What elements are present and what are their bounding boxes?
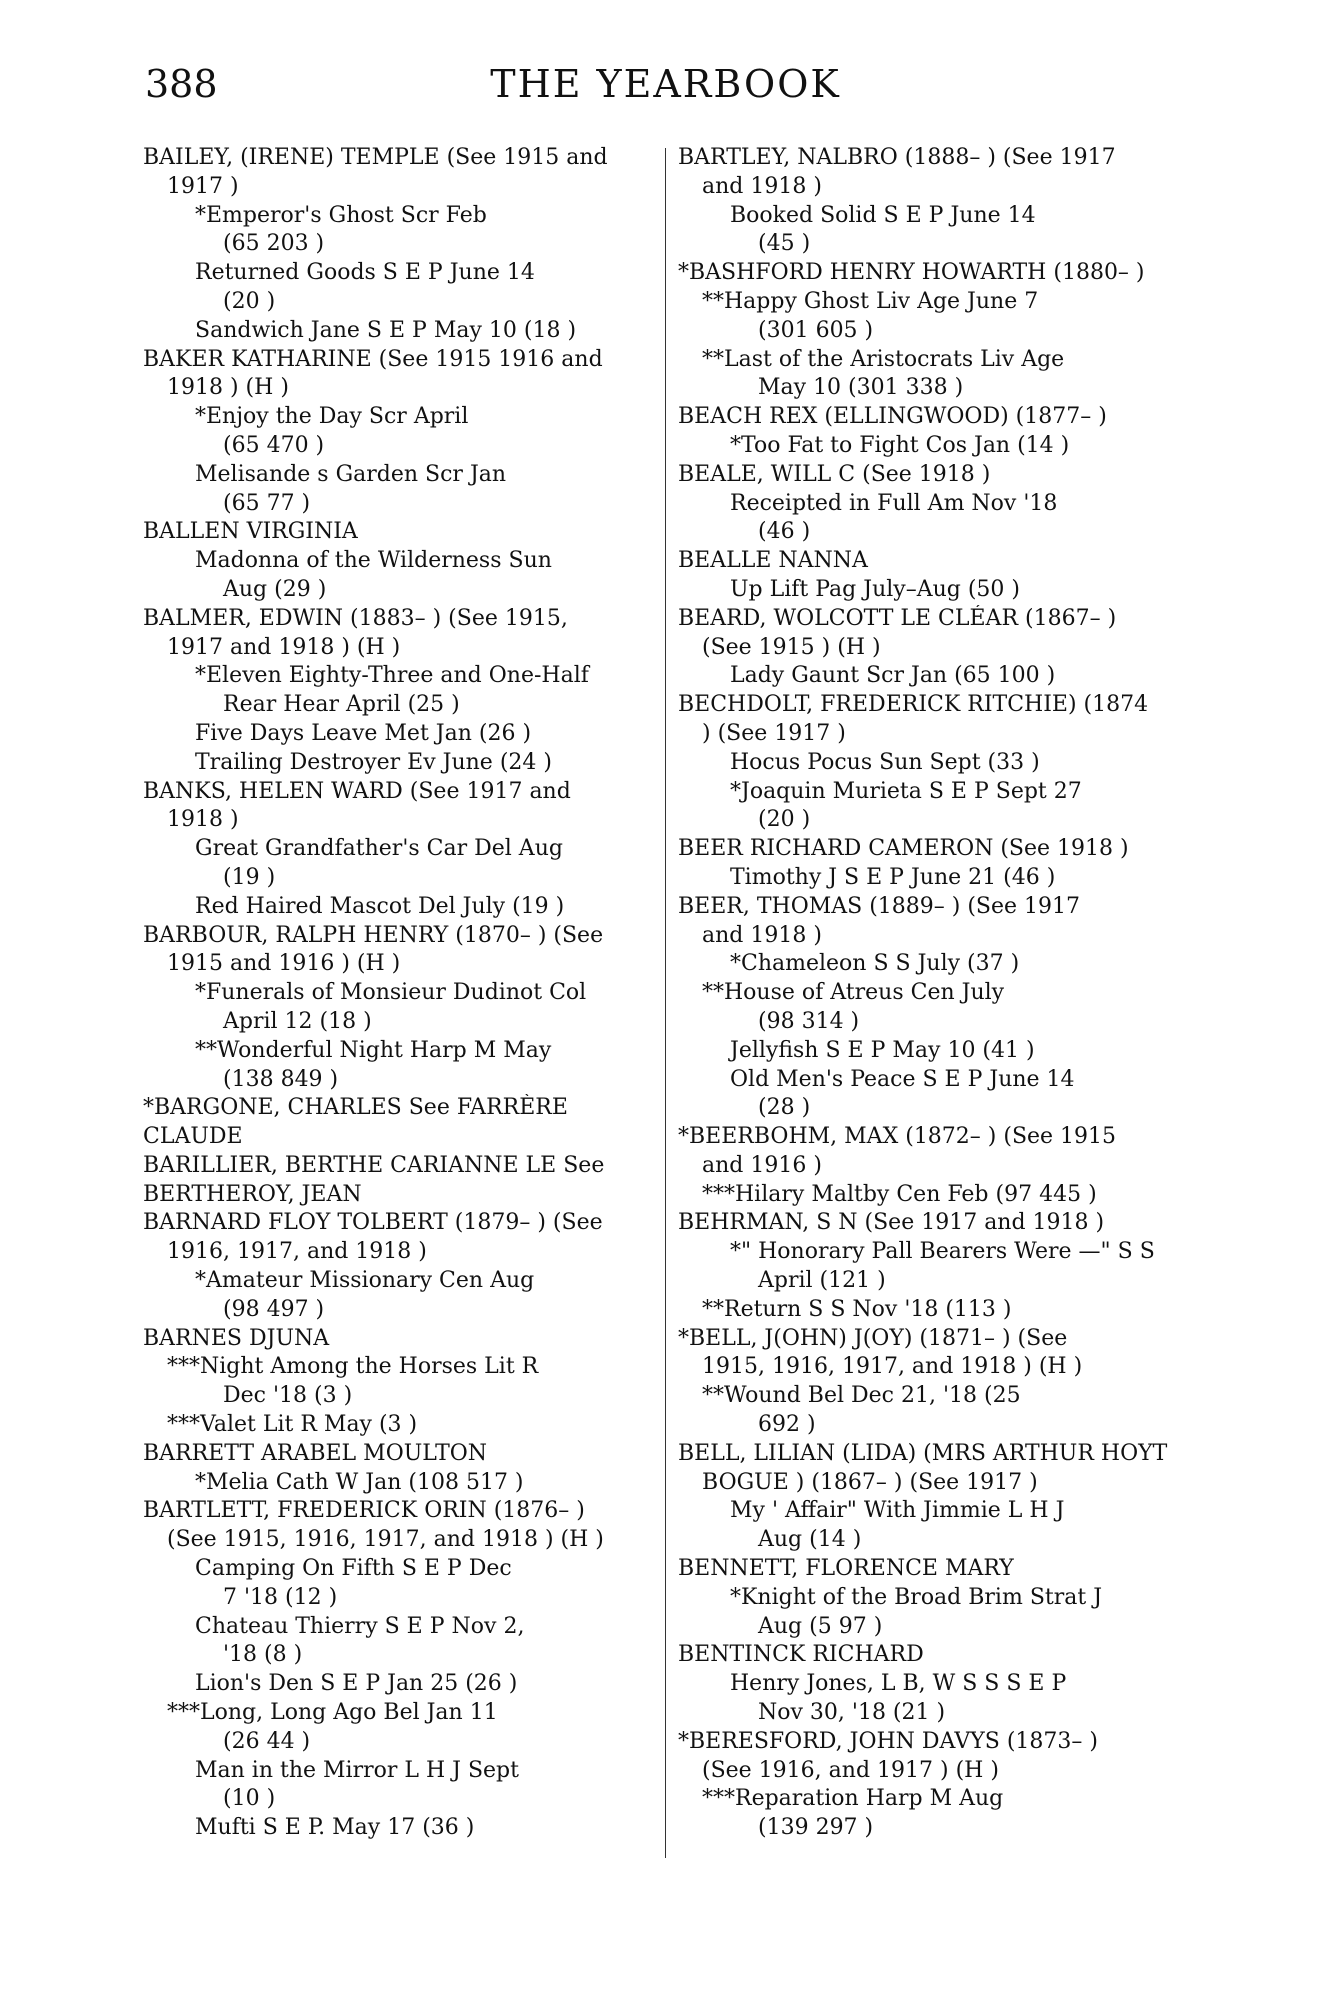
- index-line: BEALLE NANNA: [678, 548, 868, 574]
- index-line: ***Night Among the Horses Lit R: [167, 1354, 539, 1380]
- index-line: BELL, LILIAN (LIDA) (MRS ARTHUR HOYT: [678, 1440, 1168, 1466]
- index-line: Chateau Thierry S E P Nov 2,: [195, 1613, 525, 1639]
- index-line: Up Lift Pag July–Aug (50 ): [730, 576, 1020, 602]
- index-line: **House of Atreus Cen July: [702, 980, 1005, 1006]
- index-line: *Eleven Eighty-Three and One-Half: [195, 663, 589, 689]
- index-line: and 1918 ): [702, 173, 822, 199]
- index-line: **Last of the Aristocrats Liv Age: [702, 346, 1065, 372]
- index-line: *BELL, J(OHN) J(OY) (1871– ) (See: [678, 1325, 1068, 1351]
- index-line: (65 77 ): [223, 490, 311, 516]
- index-line: BARNES DJUNA: [143, 1325, 330, 1351]
- index-line: Receipted in Full Am Nov '18: [730, 490, 1058, 516]
- index-line: *Amateur Missionary Cen Aug: [195, 1268, 535, 1294]
- index-line: *BEERBOHM, MAX (1872– ) (See 1915: [678, 1124, 1117, 1150]
- index-line: Camping On Fifth S E P Dec: [195, 1556, 512, 1582]
- index-line: *Enjoy the Day Scr April: [195, 404, 469, 430]
- index-line: *BARGONE, CHARLES See FARRÈRE: [143, 1095, 568, 1121]
- index-line: Five Days Leave Met Jan (26 ): [195, 720, 532, 746]
- index-line: Nov 30, '18 (21 ): [758, 1700, 946, 1726]
- index-line: (139 297 ): [758, 1815, 874, 1841]
- index-line: *Knight of the Broad Brim Strat J: [730, 1584, 1103, 1610]
- index-line: (98 497 ): [223, 1296, 325, 1322]
- index-line: **Wound Bel Dec 21, '18 (25: [702, 1383, 1021, 1409]
- index-line: BARRETT ARABEL MOULTON: [143, 1440, 488, 1466]
- index-line: ***Valet Lit R May (3 ): [167, 1412, 418, 1438]
- index-line: *Too Fat to Fight Cos Jan (14 ): [730, 432, 1070, 458]
- left-column: [143, 144, 663, 1843]
- index-line: Sandwich Jane S E P May 10 (18 ): [195, 317, 577, 343]
- index-line: April (121 ): [758, 1268, 886, 1294]
- index-line: BOGUE ) (1867– ) (See 1917 ): [702, 1469, 1038, 1495]
- index-line: BEALE, WILL C (See 1918 ): [678, 461, 991, 487]
- index-line: *" Honorary Pall Bearers Were —" S S: [730, 1239, 1155, 1265]
- index-line: 692 ): [758, 1412, 816, 1438]
- index-line: **Return S S Nov '18 (113 ): [702, 1296, 1012, 1322]
- index-line: (28 ): [758, 1095, 811, 1121]
- index-line: BENTINCK RICHARD: [678, 1642, 924, 1668]
- index-line: BARTLEY, NALBRO (1888– ) (See 1917: [678, 145, 1116, 170]
- index-line: BEER, THOMAS (1889– ) (See 1917: [678, 893, 1081, 919]
- index-line: **Happy Ghost Liv Age June 7: [702, 288, 1039, 314]
- index-line: Great Grandfather's Car Del Aug: [195, 836, 563, 862]
- index-line: *Emperor's Ghost Scr Feb: [195, 202, 487, 228]
- page-number: 388: [145, 62, 218, 106]
- index-line: BARBOUR, RALPH HENRY (1870– ) (See: [143, 922, 604, 948]
- index-line: ***Long, Long Ago Bel Jan 11: [167, 1700, 498, 1726]
- index-line: (138 849 ): [223, 1066, 339, 1092]
- index-line: **Wonderful Night Harp M May: [195, 1037, 552, 1063]
- index-line: BECHDOLT, FREDERICK RITCHIE) (1874: [678, 692, 1149, 718]
- index-line: 1915 and 1916 ) (H ): [167, 951, 401, 977]
- index-line: BERTHEROY, JEAN: [143, 1181, 362, 1207]
- index-line: (See 1915, 1916, 1917, and 1918 ) (H ): [167, 1527, 604, 1553]
- index-line: BANKS, HELEN WARD (See 1917 and: [143, 778, 571, 804]
- index-line: (19 ): [223, 864, 276, 890]
- index-line: BENNETT, FLORENCE MARY: [678, 1556, 1014, 1582]
- index-line: and 1918 ): [702, 922, 822, 948]
- index-line: 1918 ): [167, 807, 239, 833]
- index-line: 1916, 1917, and 1918 ): [167, 1239, 427, 1265]
- index-line: *BASHFORD HENRY HOWARTH (1880– ): [678, 260, 1145, 286]
- index-line: 1917 and 1918 ) (H ): [167, 634, 401, 660]
- index-line: (20 ): [223, 288, 276, 314]
- index-line: BAILEY, (IRENE) TEMPLE (See 1915 and: [143, 145, 608, 170]
- index-line: *Joaquin Murieta S E P Sept 27: [730, 778, 1082, 804]
- index-line: Red Haired Mascot Del July (19 ): [195, 893, 565, 919]
- page-title: THE YEARBOOK: [490, 62, 841, 106]
- index-line: (10 ): [223, 1786, 276, 1812]
- index-line: (45 ): [758, 231, 811, 257]
- index-line: BEARD, WOLCOTT LE CLÉAR (1867– ): [678, 605, 1117, 631]
- index-line: BARTLETT, FREDERICK ORIN (1876– ): [143, 1498, 585, 1524]
- right-column: [678, 144, 1198, 1843]
- index-line: BALMER, EDWIN (1883– ) (See 1915,: [143, 605, 568, 631]
- index-line: Dec '18 (3 ): [223, 1383, 353, 1409]
- index-line: Henry Jones, L B, W S S S E P: [730, 1671, 1067, 1697]
- index-line: BARNARD FLOY TOLBERT (1879– ) (See: [143, 1210, 603, 1236]
- index-line: Man in the Mirror L H J Sept: [195, 1757, 519, 1783]
- index-line: BEER RICHARD CAMERON (See 1918 ): [678, 836, 1129, 862]
- index-line: *Funerals of Monsieur Dudinot Col: [195, 980, 587, 1006]
- index-line: Aug (5 97 ): [758, 1613, 883, 1639]
- index-line: Lady Gaunt Scr Jan (65 100 ): [730, 663, 1056, 689]
- index-line: ) (See 1917 ): [702, 720, 846, 746]
- index-line: Returned Goods S E P June 14: [195, 260, 535, 286]
- index-line: Timothy J S E P June 21 (46 ): [730, 864, 1056, 890]
- index-line: Aug (14 ): [758, 1527, 862, 1553]
- index-line: Lion's Den S E P Jan 25 (26 ): [195, 1671, 518, 1697]
- index-line: Jellyfish S E P May 10 (41 ): [730, 1037, 1035, 1063]
- index-line: Hocus Pocus Sun Sept (33 ): [730, 749, 1040, 775]
- index-line: ***Reparation Harp M Aug: [702, 1786, 1004, 1812]
- index-line: (See 1915 ) (H ): [702, 634, 881, 660]
- index-line: *Chameleon S S July (37 ): [730, 951, 1020, 977]
- column-divider: [665, 148, 666, 1858]
- index-line: May 10 (301 338 ): [758, 375, 964, 401]
- index-line: Old Men's Peace S E P June 14: [730, 1066, 1075, 1092]
- index-line: My ' Affair" With Jimmie L H J: [730, 1498, 1065, 1524]
- index-line: *BERESFORD, JOHN DAVYS (1873– ): [678, 1728, 1098, 1754]
- index-line: Mufti S E P. May 17 (36 ): [195, 1815, 475, 1841]
- index-line: April 12 (18 ): [223, 1008, 372, 1034]
- index-line: 1917 ): [167, 173, 239, 199]
- index-line: Trailing Destroyer Ev June (24 ): [195, 749, 552, 775]
- index-line: (98 314 ): [758, 1008, 860, 1034]
- index-line: (20 ): [758, 807, 811, 833]
- index-line: (301 605 ): [758, 317, 874, 343]
- index-line: (65 203 ): [223, 231, 325, 257]
- index-line: (46 ): [758, 519, 811, 545]
- index-line: Booked Solid S E P June 14: [730, 202, 1036, 228]
- index-line: 1915, 1916, 1917, and 1918 ) (H ): [702, 1354, 1083, 1380]
- index-line: ***Hilary Maltby Cen Feb (97 445 ): [702, 1181, 1097, 1207]
- index-line: BARILLIER, BERTHE CARIANNE LE See: [143, 1152, 605, 1178]
- index-line: Madonna of the Wilderness Sun: [195, 548, 552, 574]
- index-line: 7 '18 (12 ): [223, 1584, 338, 1610]
- index-line: '18 (8 ): [223, 1642, 303, 1668]
- index-line: BAKER KATHARINE (See 1915 1916 and: [143, 346, 603, 372]
- index-line: (See 1916, and 1917 ) (H ): [702, 1757, 999, 1783]
- index-line: Aug (29 ): [223, 576, 327, 602]
- index-line: BEACH REX (ELLINGWOOD) (1877– ): [678, 404, 1107, 430]
- index-line: Rear Hear April (25 ): [223, 692, 460, 718]
- index-line: *Melia Cath W Jan (108 517 ): [195, 1469, 524, 1495]
- index-line: (65 470 ): [223, 432, 325, 458]
- index-line: BEHRMAN, S N (See 1917 and 1918 ): [678, 1210, 1105, 1236]
- index-line: Melisande s Garden Scr Jan: [195, 461, 507, 487]
- index-line: 1918 ) (H ): [167, 375, 289, 401]
- index-line: and 1916 ): [702, 1152, 822, 1178]
- index-line: CLAUDE: [143, 1124, 243, 1150]
- index-line: BALLEN VIRGINIA: [143, 519, 358, 545]
- index-line: (26 44 ): [223, 1728, 311, 1754]
